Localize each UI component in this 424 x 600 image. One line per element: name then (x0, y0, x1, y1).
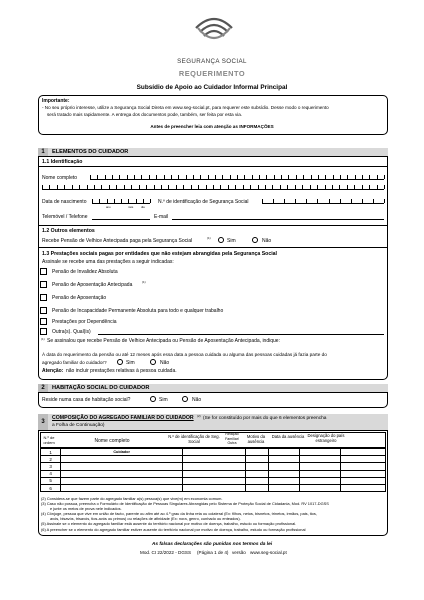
agregado-sim-label: Sim (126, 360, 135, 366)
col-niss: N.º de identificação de Seg. Social (168, 434, 220, 444)
footnote-ref: (1) (207, 236, 211, 240)
option-aposentacao-antecipada-checkbox[interactable] (40, 281, 47, 288)
footer-page: (Página 1 de 4) (197, 550, 229, 555)
agregado-nao-radio[interactable] (150, 359, 156, 365)
row-cell[interactable] (340, 484, 385, 491)
row-cell[interactable] (246, 484, 269, 491)
option-label: Outra(s). Qual(is) (52, 329, 91, 335)
email-label: E-mail (154, 214, 169, 220)
divider (38, 247, 388, 248)
agregado-nao-label: Não (160, 360, 170, 366)
table-row (41, 477, 386, 484)
note: (3) Caso não possua, preencha o Formulário de Identificação de Pessoas Singulares Abrangidas pelo Sistema de Proteção Social de Cidadania, Mod. RV 1017-DGSS (41, 501, 329, 507)
row-nome-cell[interactable] (61, 470, 183, 477)
note: (4) Cônjuge, pessoa que vive em união de facto, parente ou afim até ao 4.º grau da linha reta ou colateral (Ex: filhos, netos, bisnetos, trinetos, irmãos, pais, tios, (41, 511, 317, 517)
habitacao-sim-label: Sim (159, 397, 168, 403)
row-cell[interactable] (246, 449, 269, 456)
option-outras-checkbox[interactable] (40, 328, 47, 335)
col-ordem: N.º de ordem (43, 435, 55, 445)
habitacao-nao-radio[interactable] (182, 396, 188, 402)
outros-elementos-heading: 1.2 Outros elementos (42, 228, 95, 234)
col-motivo: Motivo da ausência (246, 434, 266, 444)
section-3-title: COMPOSIÇÃO DO AGREGADO FAMILIAR DO CUIDADOR (52, 415, 194, 421)
row-cell[interactable] (300, 484, 341, 491)
data-nascimento-field[interactable] (92, 198, 150, 204)
row-cell[interactable] (183, 477, 246, 484)
footnote-1-text: Se assinalou que recebe Pensão de Velhice Antecipada ou Pensão de Aposentação Antecipada, indique: (47, 338, 280, 344)
data-nascimento-label: Data de nascimento (42, 199, 87, 205)
footer-mod: Mod. CI 22/2022 - DGSS (140, 550, 192, 555)
pensao-question: Recebe Pensão de Velhice Antecipada paga pela Segurança Social (42, 238, 193, 244)
note: (5) Assinale se o elemento do agregado familiar está ausente do território nacional por motivo de doença, trabalho, estudo ou formação profissional. (41, 521, 297, 527)
row-nome-cell[interactable] (61, 477, 183, 484)
row-number: 4 (41, 470, 61, 477)
row-nome-cell[interactable] (61, 456, 183, 463)
table-row (41, 470, 386, 477)
option-aposentacao-checkbox[interactable] (40, 294, 47, 301)
divider (38, 166, 388, 167)
section-2-number: 2 (38, 384, 48, 392)
row-nome-cell[interactable] (61, 484, 183, 491)
seguranca-social-logo (186, 8, 242, 54)
telefone-field[interactable] (92, 219, 150, 220)
notes-block (38, 496, 388, 536)
row-number: 1 (41, 449, 61, 456)
section-2-title: HABITAÇÃO SOCIAL DO CUIDADOR (52, 385, 150, 391)
option-label: Prestações por Dependência (52, 319, 117, 325)
email-field[interactable] (172, 219, 384, 220)
doc-type: REQUERIMENTO (178, 69, 246, 78)
row-cell[interactable] (340, 470, 385, 477)
row-number: 5 (41, 477, 61, 484)
row-cell[interactable] (340, 449, 385, 456)
option-label: Pensão de Invalidez Absoluta (52, 269, 118, 275)
row-cell[interactable] (268, 484, 300, 491)
row-cell[interactable] (246, 463, 269, 470)
date-label-mes: mês (128, 205, 134, 209)
identificacao-heading: 1.1 Identificação (42, 159, 83, 165)
read-info-note: Antes de preencher leia com atenção as INFORMAÇÕES (150, 124, 274, 129)
footer-versao: versão (232, 550, 246, 555)
habitacao-nao-label: Não (192, 397, 202, 403)
table-row (41, 484, 386, 491)
data-question-1: À data do requerimento da pensão ou até 12 meses após essa data a pessoa cuidada ou alguma das pessoas cuidadas já fazia parte do (42, 352, 327, 357)
row-nome-cell[interactable]: Cuidador (61, 449, 183, 456)
note: (2) Considera-se que fazem parte do agregado familiar a(s) pessoa(s) que vive(m) em economia comum. (41, 496, 223, 501)
agregado-table (40, 448, 386, 492)
table-row (41, 456, 386, 463)
note: e junte os meios de prova nele indicados. (50, 506, 122, 512)
section-1-title: ELEMENTOS DO CUIDADOR (52, 149, 129, 155)
col-relacao: Relação Familiar/ Outra (225, 432, 239, 445)
pensao-sim-radio[interactable] (218, 237, 224, 243)
footnote-ref: (1) (142, 280, 146, 284)
section-3-note-2: a Folha de Continuação) (52, 423, 105, 428)
row-cell[interactable] (246, 477, 269, 484)
row-cell[interactable] (246, 456, 269, 463)
false-declaration-warning: As falsas declarações são punidas nos termos da lei (151, 542, 273, 547)
row-cell[interactable] (300, 456, 341, 463)
divider (38, 225, 388, 226)
habitacao-question: Reside numa casa de habitação social? (42, 397, 131, 403)
nome-field-line-2[interactable] (42, 184, 384, 190)
row-cell[interactable] (183, 484, 246, 491)
row-cell[interactable] (183, 470, 246, 477)
col-nome: Nome completo (94, 438, 130, 444)
outras-field[interactable] (98, 334, 384, 335)
data-question-2: agregado familiar do cuidador? (42, 360, 107, 365)
assinale-text: Assinale se recebe uma das prestações a seguir indicadas: (42, 259, 174, 265)
important-text-2: será tratado mais rapidamente. A entrega dos documentos pode, também, ser feita por esta via. (47, 112, 243, 117)
row-cell[interactable] (268, 449, 300, 456)
row-cell[interactable] (268, 477, 300, 484)
col-designacao: Designação do país estrangeiro (307, 433, 345, 443)
row-cell[interactable] (183, 449, 246, 456)
atencao-label: Atenção: (42, 368, 64, 374)
pensao-nao-radio[interactable] (252, 237, 258, 243)
pensao-sim-label: Sim (227, 238, 236, 244)
row-cell[interactable] (300, 477, 341, 484)
section-1-number: 1 (38, 148, 48, 156)
row-cell[interactable] (246, 470, 269, 477)
telefone-label: Telemóvel / Telefone (42, 214, 88, 220)
row-cell[interactable] (268, 470, 300, 477)
atencao-text: não incluir prestações relativas à pessoa cuidada. (66, 368, 177, 374)
niss-field[interactable] (262, 198, 384, 204)
option-incapacidade-checkbox[interactable] (40, 307, 47, 314)
habitacao-sim-radio[interactable] (150, 396, 156, 402)
row-cell[interactable] (183, 463, 246, 470)
nome-label: Nome completo (42, 175, 78, 181)
row-cell[interactable] (300, 470, 341, 477)
org-name: SEGURANÇA SOCIAL (177, 58, 247, 65)
table-row (41, 463, 386, 470)
row-cell[interactable] (268, 456, 300, 463)
row-cell[interactable] (183, 456, 246, 463)
date-label-dia: dia (141, 205, 145, 209)
row-cell[interactable] (268, 463, 300, 470)
row-number: 2 (41, 456, 61, 463)
option-label: Pensão de Aposentação (52, 295, 107, 301)
nome-field[interactable] (90, 174, 384, 180)
option-label: Pensão de Incapacidade Permanente Absoluta para todo e qualquer trabalho (52, 308, 224, 314)
section-3-note: (Se for constituído por mais do que 6 elementos preencha (203, 416, 327, 421)
footnote-ref: (1) (41, 337, 45, 341)
section-3-number: 3 (38, 414, 48, 430)
row-number: 6 (41, 484, 61, 491)
agregado-sim-radio[interactable] (117, 359, 123, 365)
row-cell[interactable] (340, 456, 385, 463)
date-label-ano: ano (106, 205, 111, 209)
row-cell[interactable] (340, 477, 385, 484)
row-cell[interactable] (340, 463, 385, 470)
table-row (41, 449, 386, 456)
option-invalidez-checkbox[interactable] (40, 268, 47, 275)
note: avós, bisavós, trisavós, tios-avós ou primos) ou relações de afinidade (Ex: nora, genro, cunhado ou enteados). (50, 516, 241, 522)
row-cell[interactable] (300, 449, 341, 456)
page-title: Subsídio de Apoio ao Cuidador Informal Principal (136, 84, 288, 91)
pensao-nao-label: Não (262, 238, 272, 244)
footnote-ref: (2) (197, 414, 201, 418)
col-data-ausencia: Data da ausência (271, 434, 305, 439)
row-nome-cell[interactable] (61, 463, 183, 470)
important-label: Importante: (42, 98, 70, 104)
option-label: Pensão de Aposentação Antecipada (52, 282, 133, 288)
niss-label: N.º de identificação de Segurança Social (158, 199, 249, 205)
prestacoes-heading: 1.3 Prestações sociais pagas por entidades que não estejam abrangidas pela Segurança Social (42, 251, 277, 257)
important-text-1: - No seu próprio interesse, utilize a Segurança Social Direta em www.seg-social.pt, para requerer este subsídio. Desse modo o requerimento (42, 105, 329, 110)
footer-site: www.seg-social.pt (250, 550, 287, 555)
row-number: 3 (41, 463, 61, 470)
option-dependencia-checkbox[interactable] (40, 318, 47, 325)
row-cell[interactable] (300, 463, 341, 470)
note: (6) A preencher se o elemento do agregado familiar estiver ausente do território nacional por motivo de doença, trabalho, estudo ou formação profissional (41, 527, 306, 532)
